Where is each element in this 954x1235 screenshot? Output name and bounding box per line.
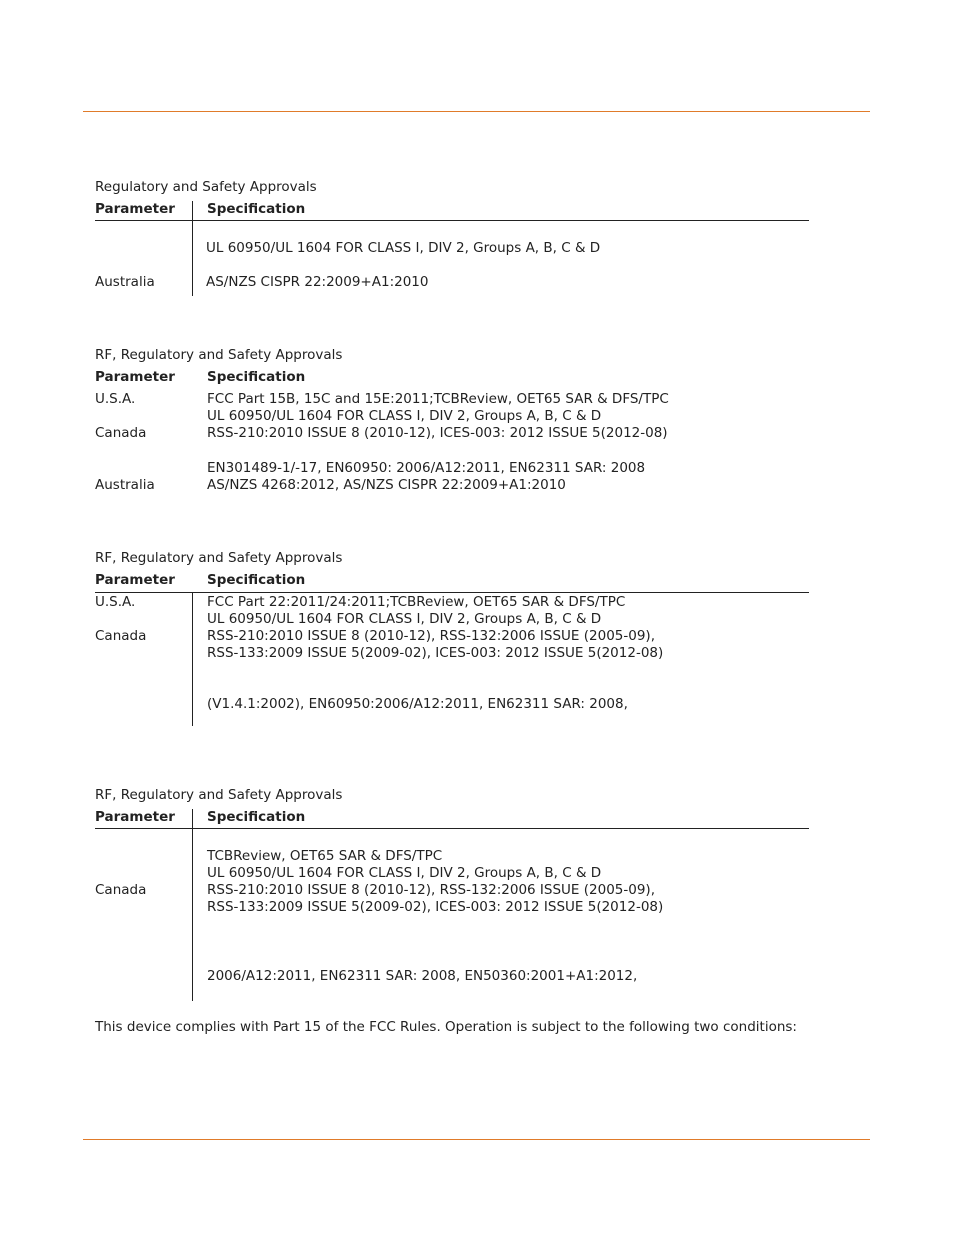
header-rule xyxy=(95,828,809,829)
spec-cell: RSS-210:2010 ISSUE 8 (2010-12), ICES-003: 2012 ISSUE 5(2012-08) xyxy=(207,425,668,441)
param-cell: Canada xyxy=(95,425,147,441)
spec-cell: RSS-133:2009 ISSUE 5(2009-02), ICES-003: 2012 ISSUE 5(2012-08) xyxy=(207,645,664,661)
spec-cell: UL 60950/UL 1604 FOR CLASS I, DIV 2, Groups A, B, C & D xyxy=(207,408,602,424)
spec-cell: EN301489-1/-17, EN60950: 2006/A12:2011, EN62311 SAR: 2008 xyxy=(207,460,646,476)
column-header-parameter: Parameter xyxy=(95,369,175,385)
table-caption: RF, Regulatory and Safety Approvals xyxy=(95,787,343,803)
top-rule xyxy=(83,111,870,112)
spec-cell: 2006/A12:2011, EN62311 SAR: 2008, EN50360:2001+A1:2012, xyxy=(207,968,638,984)
spec-cell: TCBReview, OET65 SAR & DFS/TPC xyxy=(207,848,443,864)
column-divider xyxy=(192,201,193,296)
column-header-specification: Specification xyxy=(207,369,306,385)
spec-cell: RSS-133:2009 ISSUE 5(2009-02), ICES-003: 2012 ISSUE 5(2012-08) xyxy=(207,899,664,915)
spec-cell: AS/NZS CISPR 22:2009+A1:2010 xyxy=(206,274,429,290)
fcc-compliance-statement: This device complies with Part 15 of the FCC Rules. Operation is subject to the following two conditions: xyxy=(95,1019,797,1035)
table-caption: Regulatory and Safety Approvals xyxy=(95,179,317,195)
param-cell: Canada xyxy=(95,882,147,898)
bottom-rule xyxy=(83,1139,870,1140)
header-rule xyxy=(95,592,809,593)
column-header-parameter: Parameter xyxy=(95,572,175,588)
spec-cell: UL 60950/UL 1604 FOR CLASS I, DIV 2, Groups A, B, C & D xyxy=(207,865,602,881)
column-header-parameter: Parameter xyxy=(95,809,175,825)
table-caption: RF, Regulatory and Safety Approvals xyxy=(95,550,343,566)
spec-cell: UL 60950/UL 1604 FOR CLASS I, DIV 2, Groups A, B, C & D xyxy=(206,240,601,256)
header-rule xyxy=(95,220,809,221)
table-caption: RF, Regulatory and Safety Approvals xyxy=(95,347,343,363)
param-cell: Australia xyxy=(95,274,155,290)
spec-cell: RSS-210:2010 ISSUE 8 (2010-12), RSS-132:2006 ISSUE (2005-09), xyxy=(207,628,655,644)
param-cell: U.S.A. xyxy=(95,594,136,610)
column-header-specification: Specification xyxy=(207,201,306,217)
column-header-specification: Specification xyxy=(207,809,306,825)
param-cell: Australia xyxy=(95,477,155,493)
spec-cell: FCC Part 15B, 15C and 15E:2011;TCBReview, OET65 SAR & DFS/TPC xyxy=(207,391,669,407)
column-header-specification: Specification xyxy=(207,572,306,588)
column-divider xyxy=(192,592,193,726)
param-cell: Canada xyxy=(95,628,147,644)
spec-cell: UL 60950/UL 1604 FOR CLASS I, DIV 2, Groups A, B, C & D xyxy=(207,611,602,627)
spec-cell: (V1.4.1:2002), EN60950:2006/A12:2011, EN62311 SAR: 2008, xyxy=(207,696,628,712)
param-cell: U.S.A. xyxy=(95,391,136,407)
column-header-parameter: Parameter xyxy=(95,201,175,217)
column-divider xyxy=(192,809,193,1001)
spec-cell: FCC Part 22:2011/24:2011;TCBReview, OET65 SAR & DFS/TPC xyxy=(207,594,626,610)
spec-cell: AS/NZS 4268:2012, AS/NZS CISPR 22:2009+A1:2010 xyxy=(207,477,566,493)
spec-cell: RSS-210:2010 ISSUE 8 (2010-12), RSS-132:2006 ISSUE (2005-09), xyxy=(207,882,655,898)
